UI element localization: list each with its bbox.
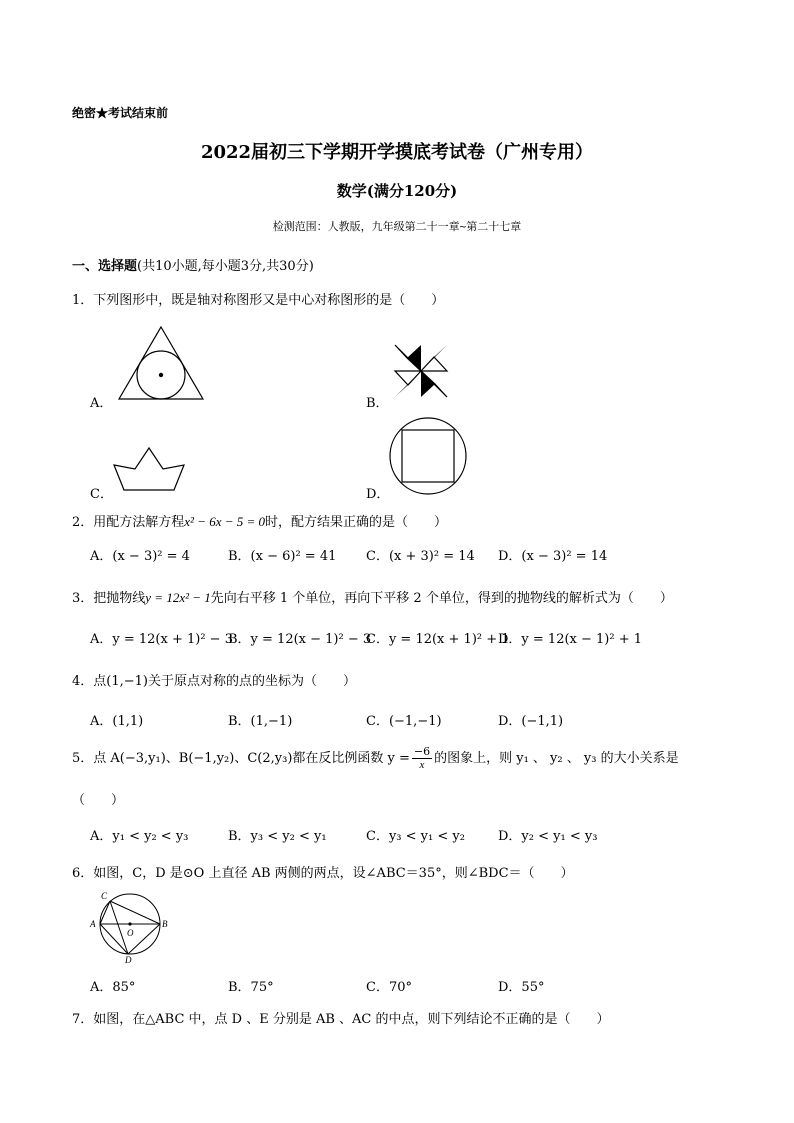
question-5-option-d: D．y₂ < y₁ < y₃: [498, 829, 598, 844]
question-3-stem: [72, 587, 673, 606]
figure-triangle-incircle: [118, 326, 204, 400]
question-3-option-d: D．y = 12(x − 1)² + 1: [498, 632, 643, 647]
section-title: 一、选择题: [72, 259, 138, 274]
label-a: A: [90, 919, 96, 929]
question-4-option-d: D．(−1,1): [498, 714, 564, 729]
label-d: D: [125, 955, 132, 965]
section-note: (共10小题,每小题3分,共30分): [137, 259, 314, 274]
question-2-option-c: C．(x + 3)² = 14: [366, 549, 475, 564]
question-2-option-b: B．(x − 6)² = 41: [228, 549, 337, 564]
question-3-option-c: C．y = 12(x + 1)² + 1: [366, 632, 510, 647]
section-heading: [72, 255, 314, 274]
label-b: B: [162, 919, 168, 929]
question-3-stem-pre: 3．把抛物线: [72, 591, 146, 606]
label-o: O: [127, 928, 134, 938]
question-4-option-a: A．(1,1): [90, 714, 144, 729]
secret-label: 绝密★考试结束前: [72, 106, 169, 120]
question-1-option-b: B．: [366, 396, 389, 411]
question-4-stem: 4．点(1,−1)关于原点对称的点的坐标为（ ）: [72, 674, 356, 689]
question-5-option-c: C．y₃ < y₁ < y₂: [366, 829, 465, 844]
exam-scope: 检测范围：人教版，九年级第二十一章~第二十七章: [272, 220, 522, 233]
question-5-fraction: [412, 746, 432, 771]
question-6-option-d: D．55°: [498, 980, 545, 995]
question-5-option-b: B．y₃ < y₂ < y₁: [228, 829, 327, 844]
question-6-stem: 6．如图，C，D 是⊙O 上直径 AB 两侧的两点，设∠ABC＝35°，则∠BDC＝（ ）: [72, 866, 574, 881]
question-3-option-a: A．y = 12(x + 1)² − 3: [90, 632, 233, 647]
question-2-option-a: A．(x − 3)² = 4: [90, 549, 190, 564]
question-2-stem-post: 时，配方结果正确的是（ ）: [265, 515, 448, 530]
question-1-option-d: D．: [366, 487, 390, 502]
fraction-numerator: −6: [413, 745, 431, 758]
figure-circle-square: [388, 416, 468, 496]
question-3-stem-post: 先向右平移 1 个单位，再向下平移 2 个单位，得到的抛物线的解析式为（ ）: [210, 591, 673, 606]
question-4-option-c: C．(−1,−1): [366, 714, 442, 729]
question-2-stem: [72, 511, 447, 530]
question-1-option-a: A．: [90, 396, 113, 411]
question-6-option-c: C．70°: [366, 980, 412, 995]
question-5-stem: [72, 746, 679, 771]
question-2-stem-pre: 2．用配方法解方程: [72, 515, 185, 530]
question-1-option-c: C．: [90, 487, 113, 502]
question-5-option-a: A．y₁ < y₂ < y₃: [90, 829, 189, 844]
question-2-equation: x² − 6x − 5 = 0: [184, 514, 266, 529]
question-1-stem: 1．下列图形中，既是轴对称图形又是中心对称图形的是（ ）: [72, 293, 445, 308]
question-6-option-a: A．85°: [90, 980, 136, 995]
question-5-stem-line2: （ ）: [72, 793, 125, 808]
question-5-stem-pre: 5．点 A(−3,y₁)、B(−1,y₂)、C(2,y₃)都在反比例函数 y =: [72, 751, 410, 766]
exam-subtitle: 数学(满分120分): [336, 182, 458, 200]
exam-title: 2022届初三下学期开学摸底考试卷（广州专用）: [200, 142, 594, 163]
question-4-option-b: B．(1,−1): [228, 714, 293, 729]
question-3-option-b: B．y = 12(x − 1)² − 3: [228, 632, 372, 647]
question-7-stem: 7．如图，在△ABC 中，点 D 、E 分别是 AB 、AC 的中点，则下列结论不正确的是（ ）: [72, 1012, 610, 1027]
figure-circle-diameter: [88, 890, 168, 964]
figure-pinwheel: [393, 343, 449, 399]
question-3-equation: y = 12x² − 1: [145, 590, 211, 605]
label-c: C: [101, 891, 108, 901]
question-6-option-b: B．75°: [228, 980, 274, 995]
figure-crown-boat: [113, 447, 185, 491]
question-2-option-d: D．(x − 3)² = 14: [498, 549, 608, 564]
fraction-denominator: x: [419, 759, 425, 771]
question-5-stem-post: 的图象上，则 y₁ 、 y₂ 、 y₃ 的大小关系是: [434, 751, 679, 766]
